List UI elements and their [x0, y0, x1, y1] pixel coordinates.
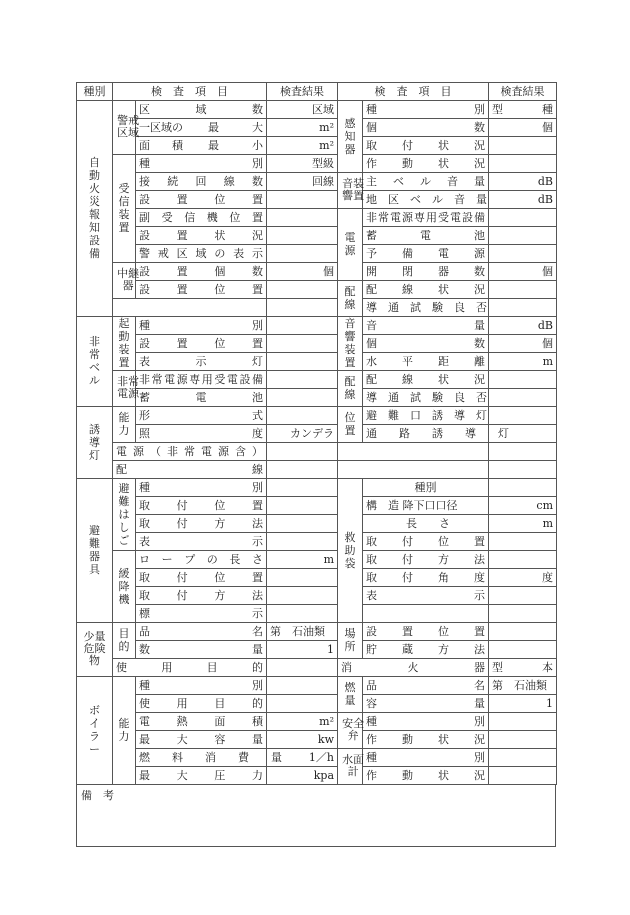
sounder-count-result: 個 [489, 335, 557, 353]
power-switch: 開 閉 器 数 [363, 263, 489, 281]
descender-sign-result [267, 605, 338, 623]
area-bell: 地 区 ベ ル 音 量 [363, 191, 489, 209]
sounder-volume: 音 量 [363, 317, 489, 335]
power-battery-result [489, 227, 557, 245]
safety-valve-type-result [489, 713, 557, 731]
fuel-product-result: 第 石油類 [489, 677, 557, 695]
rescue-type: 種別 [363, 479, 489, 497]
purpose-label: 目的 [113, 623, 136, 659]
ladder-label: 避難はしご [113, 479, 136, 551]
sounder-label: 音響装置 [338, 317, 363, 371]
wiring2-label: 配線 [338, 371, 363, 407]
power-label: 電源 [338, 209, 363, 281]
storage-method: 貯 蔵 方 法 [363, 641, 489, 659]
relay-position: 設 置 位 置 [136, 281, 267, 299]
wiring2-continuity: 導 通 試 験 良 否 [363, 389, 489, 407]
place-position: 設 置 位 置 [363, 623, 489, 641]
relay-position-result [267, 281, 338, 299]
rescue-method-result [489, 551, 557, 569]
main-bell: 主 ベ ル 音 量 [363, 173, 489, 191]
receiver-position-result [267, 191, 338, 209]
boiler-type-result [267, 677, 338, 695]
detector-count-result: 個 [489, 119, 557, 137]
main-bell-result: dB [489, 173, 557, 191]
guide-blank-1 [338, 443, 489, 461]
detector-type: 種 別 [363, 101, 489, 119]
max-pressure: 最 大 圧 力 [136, 767, 267, 785]
zone-count-result: 区域 [267, 101, 338, 119]
header-item-right: 検 査 項 目 [338, 83, 489, 101]
boiler-use-result [267, 695, 338, 713]
inspection-table [76, 82, 557, 785]
descender-position: 取 付 位 置 [136, 569, 267, 587]
ladder-position: 取 付 位 置 [136, 497, 267, 515]
guide-position-label: 位置 [338, 407, 363, 443]
boiler-label: ボイラー [77, 677, 113, 785]
detector-install-result [489, 137, 557, 155]
descender-method: 取 付 方 法 [136, 587, 267, 605]
water-gauge-label: 水面計 [338, 749, 363, 785]
extinguisher: 消 火 器 [338, 659, 489, 677]
receiver-status: 設 置 状 況 [136, 227, 267, 245]
guide-blank-1-result [489, 443, 557, 461]
rescue-type-result [489, 479, 557, 497]
wiring1-continuity: 導 通 試 験 良 否 [363, 299, 489, 317]
relay-count: 設 置 個 数 [136, 263, 267, 281]
zone-display: 警戒区域の表示 [136, 245, 267, 263]
sounder-count: 個 数 [363, 335, 489, 353]
rescue-opening: 構 造 降下口口径 [363, 497, 489, 515]
boiler-type: 種 別 [136, 677, 267, 695]
guide-light-label: 誘導灯 [77, 407, 113, 479]
ladder-sign-result [267, 533, 338, 551]
receiver-circuits: 接 続 回 線 数 [136, 173, 267, 191]
sounder-distance-result: m [489, 353, 557, 371]
header-type: 種別 [77, 83, 113, 101]
exit-guide-light-result [489, 407, 557, 425]
rescue-sign: 表 示 [363, 587, 489, 605]
hazardous-label: 少量危険物 [77, 623, 113, 677]
detector-install: 取 付 状 況 [363, 137, 489, 155]
rescue-length: 長 さ [363, 515, 489, 533]
starter-label: 起動装置 [113, 317, 136, 371]
guide-wiring: 配 線 [113, 461, 267, 479]
guide-form: 形 式 [136, 407, 267, 425]
safety-valve-label: 安全弁 [338, 713, 363, 749]
ladder-type: 種 別 [136, 479, 267, 497]
heating-area: 電 熱 面 積 [136, 713, 267, 731]
storage-method-result [489, 641, 557, 659]
rescue-angle: 取 付 角 度 [363, 569, 489, 587]
indicator-lamp-result [267, 353, 338, 371]
passage-guide-light: 通 路 誘 導 灯 [363, 425, 489, 443]
fire-alarm-blank [113, 299, 267, 317]
bell-battery: 蓄 電 池 [136, 389, 267, 407]
relay-label: 中継器 [113, 263, 136, 299]
hazard-quantity-result: 1 [267, 641, 338, 659]
notes-box[interactable] [76, 785, 556, 847]
guide-wiring-result [267, 461, 338, 479]
guide-form-result [267, 407, 338, 425]
power-backup: 予 備 電 源 [363, 245, 489, 263]
indicator-lamp: 表 示 灯 [136, 353, 267, 371]
rope-length: ロ ー プ の 長 さ [136, 551, 267, 569]
rescue-length-result: m [489, 515, 557, 533]
sounder-distance: 水 平 距 離 [363, 353, 489, 371]
emergency-bell-label: 非常ベル [77, 317, 113, 407]
wiring1-continuity-result [489, 299, 557, 317]
guide-illuminance: 照 度 [136, 425, 267, 443]
water-gauge-type-result [489, 749, 557, 767]
ladder-sign: 表 示 [136, 533, 267, 551]
bell-battery-result [267, 389, 338, 407]
boiler-use: 使 用 目 的 [136, 695, 267, 713]
guide-illuminance-result: カンデラ [267, 425, 338, 443]
fuel-capacity: 容 量 [363, 695, 489, 713]
receiver-type: 種 別 [136, 155, 267, 173]
power-switch-result: 個 [489, 263, 557, 281]
descender-position-result [267, 569, 338, 587]
water-gauge-type: 種 別 [363, 749, 489, 767]
receiver-label: 受信装置 [113, 155, 136, 263]
zone-display-result [267, 245, 338, 263]
detector-type-result: 型 種 [489, 101, 557, 119]
rescue-blank-result [489, 605, 557, 623]
area-min: 面 積 最 小 [136, 137, 267, 155]
bell-power-label: 非常電源 [113, 371, 136, 407]
header-row [77, 83, 557, 101]
wiring1-status: 配 線 状 況 [363, 281, 489, 299]
max-capacity: 最 大 容 量 [136, 731, 267, 749]
evacuation-label: 避難器具 [77, 479, 113, 623]
guide-power-result [267, 443, 338, 461]
hazard-use: 使 用 目 的 [113, 659, 267, 677]
guide-power: 電源（非常電源含） [113, 443, 267, 461]
power-dedicated-result [489, 209, 557, 227]
header-result-right: 検査結果 [489, 83, 557, 101]
exit-guide-light: 避 難 口 誘 導 灯 [363, 407, 489, 425]
hazard-use-result [267, 659, 338, 677]
guide-blank-2-result [489, 461, 557, 479]
detector-count: 個 数 [363, 119, 489, 137]
extinguisher-result: 型 本 [489, 659, 557, 677]
fuel-consumption: 燃 料 消 費 量 [136, 749, 267, 767]
wiring1-label: 配線 [338, 281, 363, 317]
wiring2-status-result [489, 371, 557, 389]
safety-valve-operation: 作 動 状 況 [363, 731, 489, 749]
safety-valve-operation-result [489, 731, 557, 749]
starter-type-result [267, 317, 338, 335]
wiring2-continuity-result [489, 389, 557, 407]
sub-receiver-result [267, 209, 338, 227]
fuel-label: 燃量 [338, 677, 363, 713]
power-backup-result [489, 245, 557, 263]
rope-length-result: m [267, 551, 338, 569]
fire-alarm-blank-result [267, 299, 338, 317]
wiring1-status-result [489, 281, 557, 299]
descender-label: 緩降機 [113, 551, 136, 623]
rescue-angle-result: 度 [489, 569, 557, 587]
header-result: 検査結果 [267, 83, 338, 101]
detector-operation-result [489, 155, 557, 173]
rescue-bag-label: 救助袋 [338, 479, 363, 623]
fire-alarm-label: 自動火災報知設備 [77, 101, 113, 317]
starter-position: 設 置 位 置 [136, 335, 267, 353]
power-dedicated: 非常電源専用受電設備 [363, 209, 489, 227]
place-position-result [489, 623, 557, 641]
detector-operation: 作 動 状 況 [363, 155, 489, 173]
receiver-position: 設 置 位 置 [136, 191, 267, 209]
descender-method-result [267, 587, 338, 605]
hazard-product-result: 第 石油類 [267, 623, 338, 641]
guide-capacity-label: 能力 [113, 407, 136, 443]
hazard-product: 品 名 [136, 623, 267, 641]
fuel-product: 品 名 [363, 677, 489, 695]
safety-valve-type: 種 別 [363, 713, 489, 731]
starter-position-result [267, 335, 338, 353]
area-max: 一区域の 最 大 [136, 119, 267, 137]
inspection-form [76, 82, 556, 847]
area-min-result: m² [267, 137, 338, 155]
area-bell-result: dB [489, 191, 557, 209]
water-gauge-operation: 作 動 状 況 [363, 767, 489, 785]
receiver-status-result [267, 227, 338, 245]
header-item: 検 査 項 目 [113, 83, 267, 101]
water-gauge-operation-result [489, 767, 557, 785]
zone-label: 警戒区域 [113, 101, 136, 155]
bell-power-equipment: 非常電源専用受電設備 [136, 371, 267, 389]
boiler-capacity-label: 能力 [113, 677, 136, 785]
fuel-consumption-result: 1／h [267, 749, 338, 767]
rescue-opening-result: cm [489, 497, 557, 515]
fuel-capacity-result: 1 [489, 695, 557, 713]
sub-receiver-position: 副 受 信 機 位 置 [136, 209, 267, 227]
rescue-position-result [489, 533, 557, 551]
receiver-circuits-result: 回線 [267, 173, 338, 191]
rescue-position: 取 付 位 置 [363, 533, 489, 551]
power-battery: 蓄 電 池 [363, 227, 489, 245]
sounder-volume-result: dB [489, 317, 557, 335]
wiring2-status: 配 線 状 況 [363, 371, 489, 389]
rescue-sign-result [489, 587, 557, 605]
starter-type: 種 別 [136, 317, 267, 335]
ladder-method: 取 付 方 法 [136, 515, 267, 533]
notes-label: 備 考 [81, 789, 114, 802]
ladder-type-result [267, 479, 338, 497]
relay-count-result: 個 [267, 263, 338, 281]
place-label: 場所 [338, 623, 363, 659]
rescue-blank [363, 605, 489, 623]
hazard-quantity: 数 量 [136, 641, 267, 659]
guide-blank-2 [338, 461, 489, 479]
bell-power-equipment-result [267, 371, 338, 389]
max-capacity-result: kw [267, 731, 338, 749]
receiver-type-result: 型級 [267, 155, 338, 173]
ladder-method-result [267, 515, 338, 533]
max-pressure-result: kpa [267, 767, 338, 785]
area-max-result: m² [267, 119, 338, 137]
zone-count: 区 域 数 [136, 101, 267, 119]
ladder-position-result [267, 497, 338, 515]
heating-area-result: m² [267, 713, 338, 731]
sound-label: 音装響置 [338, 173, 363, 209]
detector-label: 感知器 [338, 101, 363, 173]
rescue-method: 取 付 方 法 [363, 551, 489, 569]
descender-sign: 標 示 [136, 605, 267, 623]
